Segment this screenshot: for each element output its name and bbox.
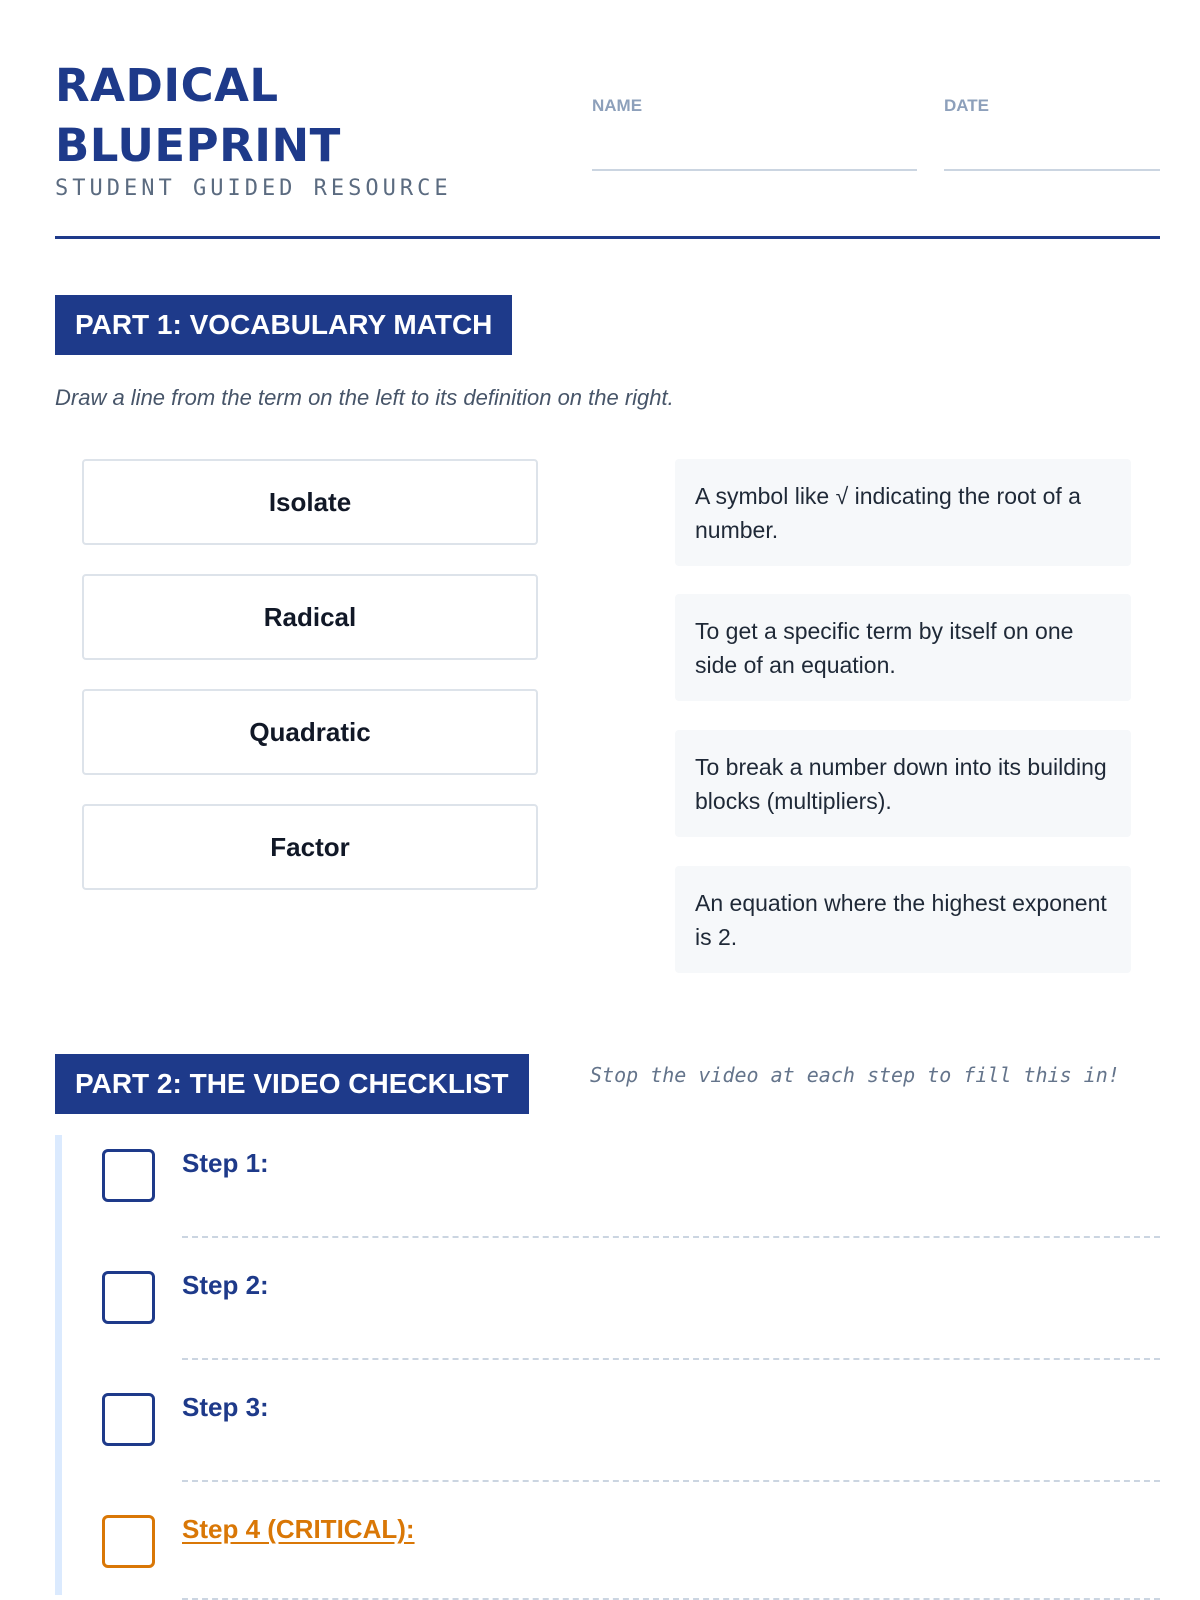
step-1-checkbox[interactable] [102, 1149, 155, 1202]
term-card[interactable]: Isolate [82, 459, 538, 545]
definition-text: To get a specific term by itself on one side of an equation. [695, 617, 1074, 678]
step-2-checkbox[interactable] [102, 1271, 155, 1324]
header-divider [55, 236, 1160, 239]
part1-instructions: Draw a line from the term on the left to its definition on the right. [55, 385, 674, 410]
part2-hint: Stop the video at each step to fill this in! [590, 1063, 1120, 1087]
worksheet-title [55, 56, 341, 176]
term-card[interactable]: Quadratic [82, 689, 538, 775]
name-label: NAME [592, 96, 643, 115]
definition-card[interactable] [675, 730, 1131, 837]
title-line-1: RADICAL [55, 59, 279, 112]
step-1-answer-line[interactable] [182, 1236, 1160, 1238]
definition-text: A symbol like √ indicating the root of a number. [695, 482, 1081, 543]
definition-card[interactable] [675, 594, 1131, 701]
step-4-checkbox[interactable] [102, 1515, 155, 1568]
term-card[interactable]: Radical [82, 574, 538, 660]
definition-card[interactable] [675, 459, 1131, 566]
definition-card[interactable] [675, 866, 1131, 973]
worksheet-subtitle: STUDENT GUIDED RESOURCE [55, 176, 452, 201]
step-4-label: Step 4 (CRITICAL): [182, 1514, 415, 1544]
part1-heading: PART 1: VOCABULARY MATCH [55, 295, 512, 355]
definition-text: To break a number down into its building blocks (multipliers). [695, 753, 1107, 814]
definition-text: An equation where the highest exponent is 2. [695, 889, 1107, 950]
part2-heading: PART 2: THE VIDEO CHECKLIST [55, 1054, 529, 1114]
step-1-label: Step 1: [182, 1148, 269, 1178]
step-3-checkbox[interactable] [102, 1393, 155, 1446]
checklist-accent-bar [55, 1135, 62, 1595]
step-3-label: Step 3: [182, 1392, 269, 1422]
name-field[interactable] [592, 169, 917, 171]
date-label: DATE [944, 96, 990, 115]
term-card[interactable]: Factor [82, 804, 538, 890]
date-field[interactable] [944, 169, 1160, 171]
step-2-answer-line[interactable] [182, 1358, 1160, 1360]
step-3-answer-line[interactable] [182, 1480, 1160, 1482]
worksheet-page [55, 0, 1160, 1600]
title-line-2: BLUEPRINT [55, 119, 341, 172]
step-2-label: Step 2: [182, 1270, 269, 1300]
